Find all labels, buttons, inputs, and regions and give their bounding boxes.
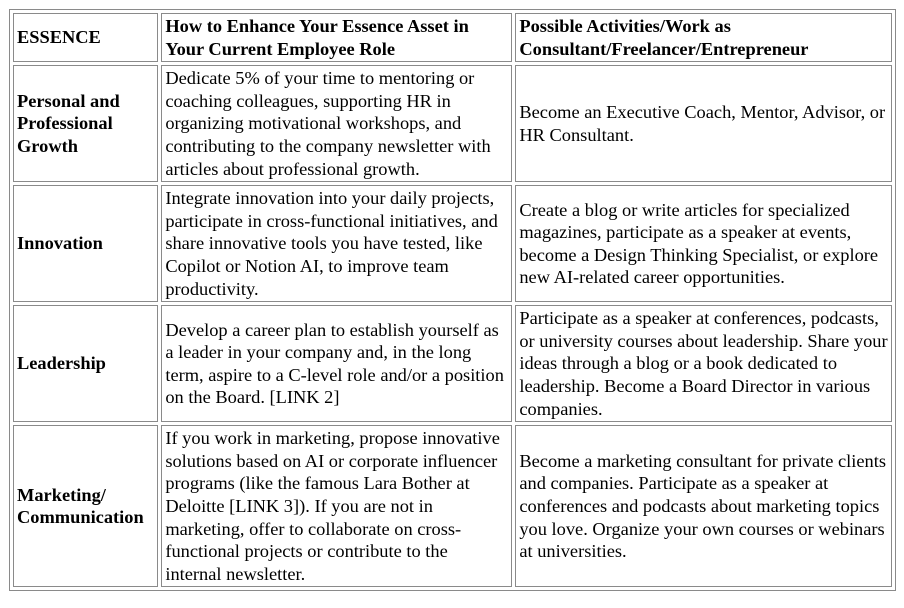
table-header-row xyxy=(13,13,892,62)
header-employee-role: How to Enhance Your Essence Asset in Your Current Employee Role xyxy=(161,13,512,62)
employee-role-cell: Dedicate 5% of your time to mentoring or coaching colleagues, supporting HR in organizing motivational workshops, and contributing to the company newsletter with articles about professional growth. xyxy=(161,65,512,182)
essence-cell: Innovation xyxy=(13,185,158,302)
table-row xyxy=(13,425,892,587)
activities-cell: Become a marketing consultant for private clients and companies. Participate as a speaker at conferences and podcasts about marketing topics you love. Organize your own courses or webinars at universities. xyxy=(515,425,892,587)
table-row xyxy=(13,305,892,422)
header-essence: ESSENCE xyxy=(13,13,158,62)
essence-cell: Leadership xyxy=(13,305,158,422)
table-row xyxy=(13,65,892,182)
essence-cell: Personal and Professional Growth xyxy=(13,65,158,182)
employee-role-cell: If you work in marketing, propose innovative solutions based on AI or corporate influencer programs (like the famous Lara Bother at Deloitte [LINK 3]). If you are not in marketing, offer to collaborate on cross-functional projects or contribute to the internal newsletter. xyxy=(161,425,512,587)
essence-cell: Marketing/ Communication xyxy=(13,425,158,587)
activities-cell: Create a blog or write articles for specialized magazines, participate as a speaker at events, become a Design Thinking Specialist, or explore new AI-related career opportunities. xyxy=(515,185,892,302)
employee-role-cell: Develop a career plan to establish yourself as a leader in your company and, in the long term, aspire to a C-level role and/or a position on the Board. [LINK 2] xyxy=(161,305,512,422)
employee-role-cell: Integrate innovation into your daily projects, participate in cross-functional initiatives, and share innovative tools you have tested, like Copilot or Notion AI, to improve team productivity. xyxy=(161,185,512,302)
header-activities: Possible Activities/Work as Consultant/Freelancer/Entrepreneur xyxy=(515,13,892,62)
activities-cell: Become an Executive Coach, Mentor, Advisor, or HR Consultant. xyxy=(515,65,892,182)
activities-cell: Participate as a speaker at conferences, podcasts, or university courses about leadership. Share your ideas through a blog or a book dedicated to leadership. Become a Board Director in various companies. xyxy=(515,305,892,422)
table-row xyxy=(13,185,892,302)
essence-table xyxy=(9,9,896,591)
